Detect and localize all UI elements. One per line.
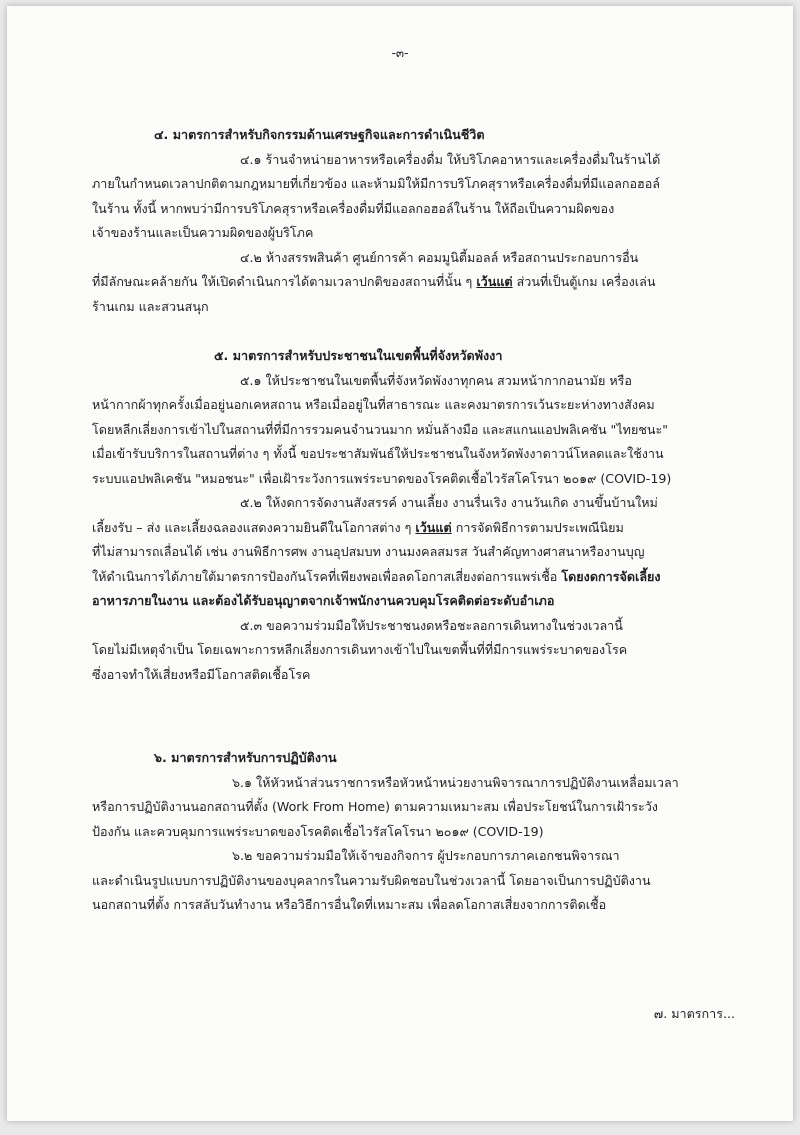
text-run: เลี้ยงรับ – ส่ง และเลี้ยงฉลองแสดงความยินดีในโอกาสต่าง ๆ	[92, 519, 416, 535]
text-run: ที่มีลักษณะคล้ายกัน ให้เปิดดำเนินการได้ตามเวลาปกติของสถานที่นั้น ๆ	[92, 274, 477, 289]
text-run: ส่วนที่เป็นตู้เกม เครื่องเล่น	[512, 274, 656, 289]
document-page	[7, 6, 793, 1121]
para-6-1-line: ป้องกัน และควบคุมการแพร่ระบาดของโรคติดเชื้อไวรัสโคโรนา ๒๐๑๙ (COVID-19)	[92, 823, 544, 839]
section-6-heading: ๖. มาตรการสำหรับการปฏิบัติงาน	[154, 750, 337, 765]
para-5-3-line: ซึ่งอาจทำให้เสี่ยงหรือมีโอกาสติดเชื้อโรค	[92, 666, 311, 682]
para-4-2-line	[92, 270, 728, 295]
para-5-1-line: โดยหลีกเลี่ยงการเข้าไปในสถานที่ที่มีการรวมคนจำนวนมาก หมั่นล้างมือ และสแกนแอปพลิเคชัน "ไทยชนะ"	[92, 421, 669, 437]
para-5-3-line: ๕.๓ ขอความร่วมมือให้ประชาชนงดหรือชะลอการเดินทางในช่วงเวลานี้	[240, 617, 623, 633]
para-6-2-line: และดำเนินรูปแบบการปฏิบัติงานของบุคลากรในความรับผิดชอบในช่วงเวลานี้ โดยอาจเป็นการปฏิบัติงาน	[92, 872, 651, 888]
except-emphasis: เว้นแต่	[476, 274, 513, 289]
para-5-1-line: ระบบแอปพลิเคชัน "หมอชนะ" เพื่อเฝ้าระวังการแพร่ระบาดของโรคติดเชื้อไวรัสโคโรนา ๒๐๑๙ (COVID-19)	[92, 470, 672, 486]
para-4-1-line: ๔.๑ ร้านจำหน่ายอาหารหรือเครื่องดื่ม ให้บริโภคอาหารและเครื่องดื่มในร้านได้	[240, 151, 661, 167]
section-6	[92, 746, 728, 918]
bold-run: โดยงดการจัดเลี้ยง	[561, 568, 661, 584]
except-emphasis: เว้นแต่	[415, 519, 452, 535]
section-5	[92, 344, 728, 687]
page-number: -๓-	[391, 46, 409, 60]
para-6-2-line: ๖.๒ ขอความร่วมมือให้เจ้าของกิจการ ผู้ประกอบการภาคเอกชนพิจารณา	[232, 848, 620, 863]
text-run: การจัดพิธีการตามประเพณีนิยม	[451, 519, 624, 535]
section-4	[92, 123, 728, 319]
para-5-2-line	[92, 516, 728, 541]
para-4-2-line: ๔.๒ ห้างสรรพสินค้า ศูนย์การค้า คอมมูนิตี้มอลล์ หรือสถานประกอบการอื่น	[240, 249, 639, 265]
section-5-heading: ๕. มาตรการสำหรับประชาชนในเขตพื้นที่จังหวัดพังงา	[214, 348, 503, 363]
para-6-1-line: หรือการปฏิบัติงานนอกสถานที่ตั้ง (Work From Home) ตามความเหมาะสม เพื่อประโยชน์ในการเฝ้าระวัง	[92, 799, 658, 814]
continuation-marker: ๗. มาตรการ...	[653, 1006, 735, 1021]
para-4-2-line: ร้านเกม และสวนสนุก	[92, 298, 209, 314]
para-5-1-line: หน้ากากผ้าทุกครั้งเมื่ออยู่นอกเคหสถาน หรือเมื่ออยู่ในที่สาธารณะ และคงมาตรการเว้นระยะห่างทางสังคม	[92, 397, 655, 412]
para-4-1-line: ภายในกำหนดเวลาปกติตามกฎหมายที่เกี่ยวข้อง และห้ามมิให้มีการบริโภคสุราหรือเครื่องดื่มที่มีแอลกอฮอล์	[92, 176, 660, 191]
section-4-heading: ๔. มาตรการสำหรับกิจกรรมด้านเศรษฐกิจและการดำเนินชีวิต	[154, 127, 485, 142]
para-6-1-line: ๖.๑ ให้หัวหน้าส่วนราชการหรือหัวหน้าหน่วยงานพิจารณาการปฏิบัติงานเหลื่อมเวลา	[232, 774, 679, 790]
text-run: ให้ดำเนินการได้ภายใต้มาตรการป้องกันโรคที่เพียงพอเพื่อลดโอกาสเสี่ยงต่อการแพร่เชื้อ	[92, 568, 562, 584]
para-4-1-line: ในร้าน ทั้งนี้ หากพบว่ามีการบริโภคสุราหรือเครื่องดื่มที่มีแอลกอฮอล์ในร้าน ให้ถือเป็นความผิดของ	[92, 200, 615, 216]
para-5-2-line: ๕.๒ ให้งดการจัดงานสังสรรค์ งานเลี้ยง งานรื่นเริง งานวันเกิด งานขึ้นบ้านใหม่	[240, 495, 658, 510]
para-5-2-line	[92, 565, 728, 590]
para-5-2-line: อาหารภายในงาน และต้องได้รับอนุญาตจากเจ้าพนักงานควบคุมโรคติดต่อระดับอำเภอ	[92, 593, 555, 608]
para-6-2-line: นอกสถานที่ตั้ง การสลับวันทำงาน หรือวิธีการอื่นใดที่เหมาะสม เพื่อลดโอกาสเสี่ยงจากการติดเชื้อ	[92, 897, 607, 912]
para-5-1-line: ๕.๑ ให้ประชาชนในเขตพื้นที่จังหวัดพังงาทุกคน สวมหน้ากากอนามัย หรือ	[240, 372, 632, 388]
para-5-2-line: ที่ไม่สามารถเลื่อนได้ เช่น งานพิธีการศพ งานอุปสมบท งานมงคลสมรส วันสำคัญทางศาสนาหรืองานบุญ	[92, 544, 645, 559]
para-4-1-line: เจ้าของร้านและเป็นความผิดของผู้บริโภค	[92, 225, 314, 240]
para-5-1-line: เมื่อเข้ารับบริการในสถานที่ต่าง ๆ ทั้งนี้ ขอประชาสัมพันธ์ให้ประชาชนในจังหวัดพังงาดาวน์โหลดและใช้งาน	[92, 446, 664, 461]
para-5-3-line: โดยไม่มีเหตุจำเป็น โดยเฉพาะการหลีกเลี่ยงการเดินทางเข้าไปในเขตพื้นที่ที่มีการแพร่ระบาดของโรค	[92, 642, 628, 657]
